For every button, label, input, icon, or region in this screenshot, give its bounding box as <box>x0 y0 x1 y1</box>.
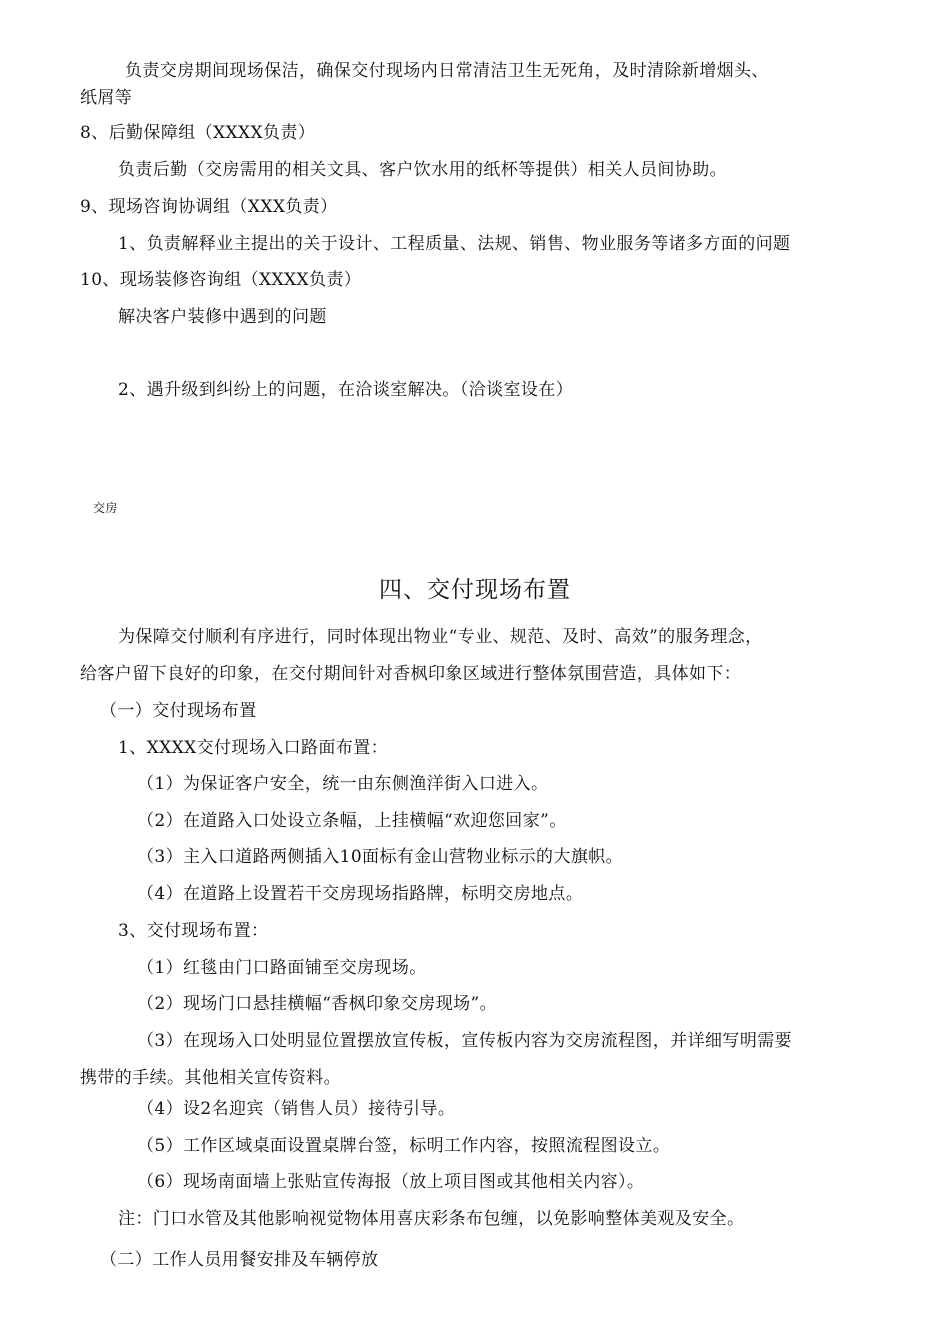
site-item: （1）红毯由门口路面铺至交房现场。 <box>137 958 427 978</box>
cleaning-desc-line1: 负责交房期间现场保洁，确保交付现场内日常清洁卫生无死角，及时清除新增烟头、 <box>125 61 769 81</box>
site-item: （6）现场南面墙上张贴宣传海报（放上项目图或其他相关内容）。 <box>137 1172 645 1192</box>
section-heading: 四、交付现场布置 <box>379 577 571 603</box>
road-layout-title: 1、XXXX交付现场入口路面布置： <box>118 738 389 758</box>
subsection1-title: （一）交付现场布置 <box>100 701 257 721</box>
cleaning-desc-line2: 纸屑等 <box>80 88 133 108</box>
item10-desc: 解决客户装修中遇到的问题 <box>118 307 327 327</box>
intro-line1: 为保障交付顺利有序进行，同时体现出物业“专业、规范、及时、高效”的服务理念， <box>118 627 763 647</box>
road-item: （1）为保证客户安全，统一由东侧渔洋街入口进入。 <box>137 774 549 794</box>
item9-desc: 1、负责解释业主提出的关于设计、工程质量、法规、销售、物业服务等诸多方面的问题 <box>118 234 791 254</box>
site-layout-title: 3、交付现场布置： <box>118 921 269 941</box>
intro-line2: 给客户留下良好的印象，在交付期间针对香枫印象区域进行整体氛围营造，具体如下： <box>80 664 742 684</box>
item8-title: 8、后勤保障组（XXXX负责） <box>80 123 316 143</box>
small-note: 交房 <box>93 501 118 515</box>
road-item: （3）主入口道路两侧插入10面标有金山营物业标示的大旗帜。 <box>137 847 624 867</box>
item8-desc: 负责后勤（交房需用的相关文具、客户饮水用的纸杯等提供）相关人员间协助。 <box>118 160 727 180</box>
item10-title: 10、现场装修咨询组（XXXX负责） <box>80 270 362 290</box>
site-item-continuation: 携带的手续。其他相关宣传资料。 <box>80 1068 341 1088</box>
site-item: （2）现场门口悬挂横幅“香枫印象交房现场”。 <box>137 994 497 1014</box>
item9-title: 9、现场咨询协调组（XXX负责） <box>80 197 338 217</box>
site-item: （5）工作区域桌面设置桌牌台签，标明工作内容，按照流程图设立。 <box>137 1136 671 1156</box>
site-item: （4）设2名迎宾（销售人员）接待引导。 <box>137 1099 456 1119</box>
road-item: （4）在道路上设置若干交房现场指路牌，标明交房地点。 <box>137 884 584 904</box>
road-item: （2）在道路入口处设立条幅，上挂横幅“欢迎您回家”。 <box>137 811 567 831</box>
escalation-item: 2、遇升级到纠纷上的问题，在洽谈室解决。（洽谈室设在） <box>118 380 574 400</box>
subsection2-title: （二）工作人员用餐安排及车辆停放 <box>100 1250 379 1270</box>
site-item: （3）在现场入口处明显位置摆放宣传板，宣传板内容为交房流程图，并详细写明需要 <box>137 1031 793 1051</box>
note-text: 注：门口水管及其他影响视觉物体用喜庆彩条布包缠，以免影响整体美观及安全。 <box>118 1209 745 1229</box>
